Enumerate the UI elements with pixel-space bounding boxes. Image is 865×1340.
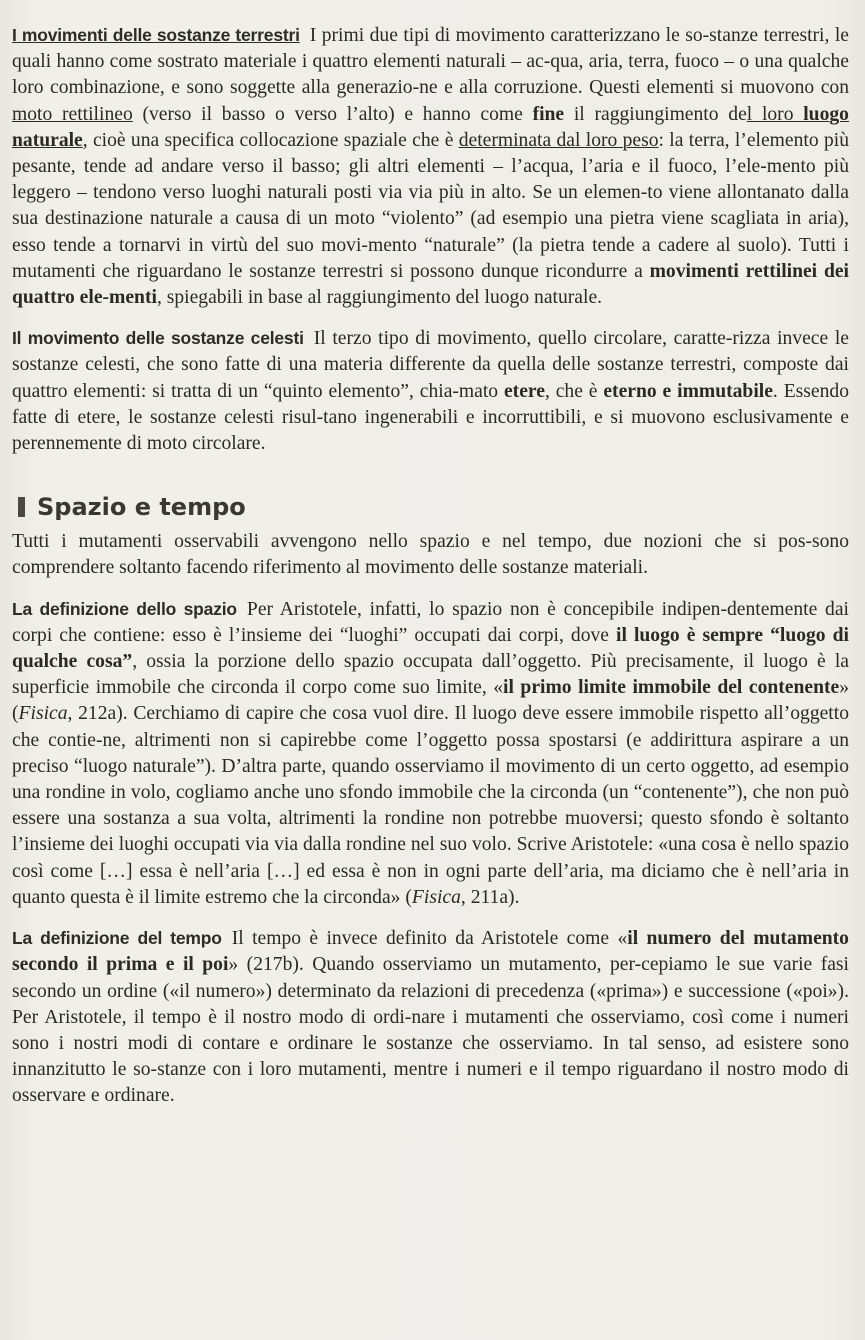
paragraph-lead-heading: I movimenti delle sostanze terrestri: [12, 25, 300, 45]
bold-term: il primo limite immobile del contenente: [503, 677, 840, 699]
section-marker-icon: [18, 497, 25, 517]
paragraph-lead-heading: La definizione dello spazio: [12, 598, 237, 619]
bold-term: luogo naturale: [12, 103, 849, 151]
italic-citation: Fisica: [18, 703, 68, 725]
italic-citation: Fisica: [411, 886, 461, 908]
text-run: il raggiungimento de: [564, 103, 747, 125]
text-run: , cioè una specifica collocazione spaziale che è: [82, 129, 459, 151]
text-run: . Essendo fatte di etere, le sostanze celesti risul-tano ingenerabili e incorruttibili, e si muovono esclusivamente e perennemente di moto circolare.: [12, 380, 850, 455]
paragraph-lead-heading: La definizione del tempo: [12, 928, 222, 949]
paragraph-lead-heading: Il movimento delle sostanze celesti: [12, 328, 304, 349]
bold-term: movimenti rettilinei dei quattro ele-menti: [12, 260, 849, 309]
text-run: , spiegabili in base al raggiungimento del luogo naturale.: [156, 287, 603, 309]
text-run: » (217b). Quando osserviamo un mutamento, per-cepiamo le sue varie fasi secondo un ordine («il numero») determinato da relazioni di precedenza («prima») e successione («poi»). Per Aristotele, il tempo è il nostro modo di ordi-nare i mutamenti che osserviamo, così come i numeri sono i nostri modi di contare e ordinare le sostanze che osserviamo. In tal senso, ad esistere sono innanzitutto le so-stanze con i loro mutamenti, mentre i numeri e il tempo riguardano il nostro modo di osservare e ordinare.: [12, 954, 849, 1107]
text-run: : la terra, l’elemento più pesante, tende ad andare verso il basso; gli altri elementi – l’acqua, l’aria e il fuoco, l’ele-mento più leggero – tendono verso luoghi naturali posti via via più in alto. Se un elemen-to viene allontanato dalla sua destinazione naturale a causa di un moto “violento” (ad esempio una pietra viene scagliata in aria), esso tende a tornarvi in virtù del suo movi-mento “naturale” (la pietra tende a cadere al suolo). Tutti i mutamenti che riguardano le sostanze terrestri si possono dunque ricondurre a: [12, 129, 849, 282]
text-run: (verso il basso o verso l’alto) e hanno come: [132, 103, 533, 125]
underlined-text: determinata dal loro peso: [458, 129, 659, 151]
text-run: Il terzo tipo di movimento, quello circolare, caratte-rizza invece le sostanze celesti, che sono fatte di una materia differente da quella delle sostanze terrestri, composte dai quattro elementi: si tratta di un “quinto elemento”, chia-mato: [12, 328, 849, 402]
bold-term: il numero del mutamento secondo il prima e il poi: [12, 928, 849, 976]
text-run: » (: [12, 677, 849, 725]
text-run: , che è: [544, 380, 604, 402]
bold-term: il luogo è sempre “luogo di qualche cosa”: [12, 624, 849, 673]
paragraph-terrestrial-motion: [12, 22, 849, 311]
text-run: Il tempo è invece definito da Aristotele come «: [231, 928, 628, 950]
text-run: , 211a).: [460, 886, 520, 908]
bold-term: fine: [532, 103, 565, 125]
underlined-text: l loro: [746, 103, 804, 125]
bold-term: etere: [503, 380, 545, 402]
text-run: I primi due tipi di movimento caratterizzano le so-stanze terrestri, le quali hanno come sostrato materiale i quattro elementi naturali – ac-qua, aria, terra, fuoco – o una qualche loro combinazione, e sono soggette alla generazio-ne e alla corruzione. Questi elementi si muovono con: [12, 25, 849, 99]
section-intro: Tutti i mutamenti osservabili avvengono nello spazio e nel tempo, due nozioni che si pos-sono comprendere soltanto facendo riferimento al movimento delle sostanze materiali.: [12, 531, 849, 579]
paragraph-space-definition: [12, 596, 849, 911]
section-heading: [18, 493, 849, 521]
paragraph-celestial-motion: [12, 325, 849, 457]
underlined-text: moto rettilineo: [12, 103, 133, 125]
text-run: , ossia la porzione dello spazio occupata dall’oggetto. Più precisamente, il luogo è la superficie immobile che circonda il corpo come suo limite, «: [12, 651, 849, 699]
bold-term: eterno e immutabile: [603, 380, 773, 402]
text-run: Per Aristotele, infatti, lo spazio non è concepibile indipen-dentemente dai corpi che contiene: esso è l’insieme dei “luoghi” occupati dai corpi, dove: [12, 598, 849, 646]
section-title: Spazio e tempo: [37, 493, 246, 522]
text-run: , 212a). Cerchiamo di capire che cosa vuol dire. Il luogo deve essere immobile rispetto all’oggetto che contie-ne, altrimenti non si capirebbe come l’oggetto possa spostarsi (e addirittura aspirare a un preciso “luogo naturale”). D’altra parte, quando osserviamo il movimento di un certo oggetto, ad esempio una rondine in volo, cogliamo anche uno sfondo immobile che la circonda (un “contenente”), che non può essere una sostanza a sua volta, altrimenti la rondine non potrebbe muoversi; questo sfondo è soltanto l’insieme dei luoghi occupati via via dalla rondine nel suo volo. Scrive Aristotele: «una cosa è nello spazio così come […] essa è nell’aria […] ed essa è non in ogni parte dell’aria, ma diciamo che è nell’aria in quanto questa è il limite estremo che la circonda» (: [12, 703, 849, 908]
paragraph-time-definition: [12, 925, 849, 1109]
